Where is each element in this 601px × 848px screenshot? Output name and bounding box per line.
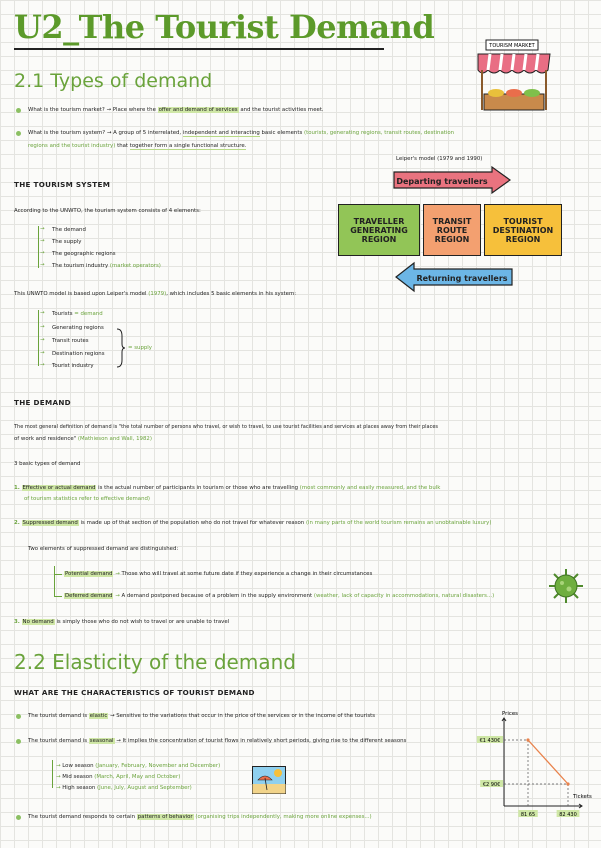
chart-xtick-label: 81 65 xyxy=(520,811,536,818)
element-industry: The tourism industry (market operators) xyxy=(52,263,161,269)
demand-type-effective: 1. Effective or actual demand is the actual number of participants in tourism or those who are travelling (most commonly and easily measured, and the bulk xyxy=(14,485,441,491)
demand-type-suppressed: 2. Suppressed demand is made up of that section of the population who do not travel for whatever reason (in many parts of the world tourism remains an unobtainable luxury) xyxy=(14,520,492,526)
chart-point xyxy=(526,738,529,741)
chart-ytick-label: €2 90€ xyxy=(482,781,501,788)
section-heading-types: 2.1 Types of demand xyxy=(14,70,213,92)
element-demand: The demand xyxy=(52,227,86,233)
tourism-system-intro: According to the UNWTO, the tourism system consists of 4 elements: xyxy=(14,208,201,214)
departing-label: Departing travellers xyxy=(396,177,488,186)
chart-ylabel: Prices xyxy=(502,711,518,717)
demand-definition: The most general definition of demand is "the total number of persons who travel, or wish to travel, to use tourist facilities and services at places away from their places xyxy=(14,424,439,430)
leiper-transit: Transit routes xyxy=(52,338,89,344)
arrow: → xyxy=(40,350,45,356)
leiper-industry: Tourist industry xyxy=(52,363,94,369)
title-underline xyxy=(14,48,384,50)
bullet xyxy=(16,108,21,113)
bullet xyxy=(16,815,21,820)
arrow: → xyxy=(40,226,45,232)
market-sign-text: TOURISM MARKET xyxy=(489,43,535,49)
arrow: → xyxy=(40,250,45,256)
tree-line xyxy=(54,566,55,596)
supply-note: = supply xyxy=(128,345,152,351)
leiper-caption: Leiper's model (1979 and 1990) xyxy=(396,156,483,162)
market-definition: What is the tourism market? → Place where the offer and demand of services and the tourist activities meet. xyxy=(28,107,324,113)
seasonal-bullet: The tourist demand is seasonal → It implies the concentration of tourist flows in relatively short periods, giving rise to the different seasons xyxy=(28,738,407,744)
bullet xyxy=(16,131,21,136)
behavior-bullet: The tourist demand responds to certain patterns of behavior (organising trips independently, making more online expenses...) xyxy=(28,814,372,820)
season-mid: → Mid season (March, April, May and October) xyxy=(56,774,181,780)
tree-line xyxy=(52,760,53,788)
season-low: → Low season (January, February, November and December) xyxy=(56,763,221,769)
suppressed-elements-intro: Two elements of suppressed demand are distinguished: xyxy=(28,546,179,552)
tourism-system-heading: THE TOURISM SYSTEM xyxy=(14,180,111,189)
element-regions: The geographic regions xyxy=(52,251,116,257)
demand-type-effective-note: of tourism statistics refer to effective demand) xyxy=(24,496,151,502)
chart-ytick-label: €1 430€ xyxy=(479,737,501,744)
box-transit-route: TRANSIT ROUTE REGION xyxy=(423,204,481,256)
chart-series-line xyxy=(528,740,568,784)
chart-xtick-label: 82 430 xyxy=(559,811,577,818)
leiper-generating: Generating regions xyxy=(52,325,104,331)
tree-line xyxy=(38,226,39,268)
tree-branch xyxy=(54,574,62,575)
arrow: → xyxy=(40,262,45,268)
leiper-text: This UNWTO model is based upon Leiper's model (1979), which includes 5 basic elements in his system: xyxy=(14,291,297,297)
departing-arrow xyxy=(392,166,512,194)
demand-heading: THE DEMAND xyxy=(14,398,71,407)
box-generating-region: TRAVELLER GENERATING REGION xyxy=(338,204,420,256)
tree-line xyxy=(38,310,39,366)
elastic-bullet: The tourist demand is elastic → Sensitive to the variations that occur in the price of the services or in the income of the tourists xyxy=(28,713,376,719)
element-supply: The supply xyxy=(52,239,82,245)
demand-type-none: 3. No demand is simply those who do not wish to travel or are unable to travel xyxy=(14,619,230,625)
beach-illustration xyxy=(252,766,286,794)
arrow: → xyxy=(40,324,45,330)
demand-types-intro: 3 basic types of demand xyxy=(14,461,81,467)
bullet xyxy=(16,739,21,744)
market-stall-illustration xyxy=(474,40,554,112)
system-definition: What is the tourism system? → A group of 5 interrelated, independent and interacting basic elements (tourists, generating regions, transit routes, destination xyxy=(28,130,455,136)
leiper-tourists: Tourists = demand xyxy=(52,311,103,317)
characteristics-heading: WHAT ARE THE CHARACTERISTICS OF TOURIST DEMAND xyxy=(14,688,255,697)
arrow: → xyxy=(40,238,45,244)
returning-arrow xyxy=(394,262,514,292)
bullet xyxy=(16,714,21,719)
tree-branch xyxy=(54,596,62,597)
supply-brace xyxy=(116,328,126,368)
deferred-demand: Deferred demand → A demand postponed because of a problem in the supply environment (weather, lack of capacity in accommodations, natural disasters...) xyxy=(65,593,495,599)
section-heading-elasticity: 2.2 Elasticity of the demand xyxy=(14,650,296,674)
potential-demand: Potential demand → Those who will travel at some future date if they experience a change in their circumstances xyxy=(65,571,373,577)
demand-definition-cont: of work and residence" (Mathieson and Wall, 1982) xyxy=(14,436,152,442)
leiper-destination: Destination regions xyxy=(52,351,105,357)
system-definition-cont: regions and the tourist industry) that together form a single functional structure. xyxy=(28,143,247,149)
chart-xlabel: Tickets xyxy=(573,794,592,800)
virus-illustration xyxy=(548,568,584,604)
season-high: → High season (June, July, August and September) xyxy=(56,785,192,791)
returning-label: Returning travellers xyxy=(416,274,508,283)
box-destination-region: TOURIST DESTINATION REGION xyxy=(484,204,562,256)
page-title: U2_The Tourist Demand xyxy=(14,8,435,46)
arrow: → xyxy=(40,310,45,316)
arrow: → xyxy=(40,337,45,343)
elasticity-chart xyxy=(466,706,592,824)
chart-point xyxy=(566,782,569,785)
arrow: → xyxy=(40,362,45,368)
